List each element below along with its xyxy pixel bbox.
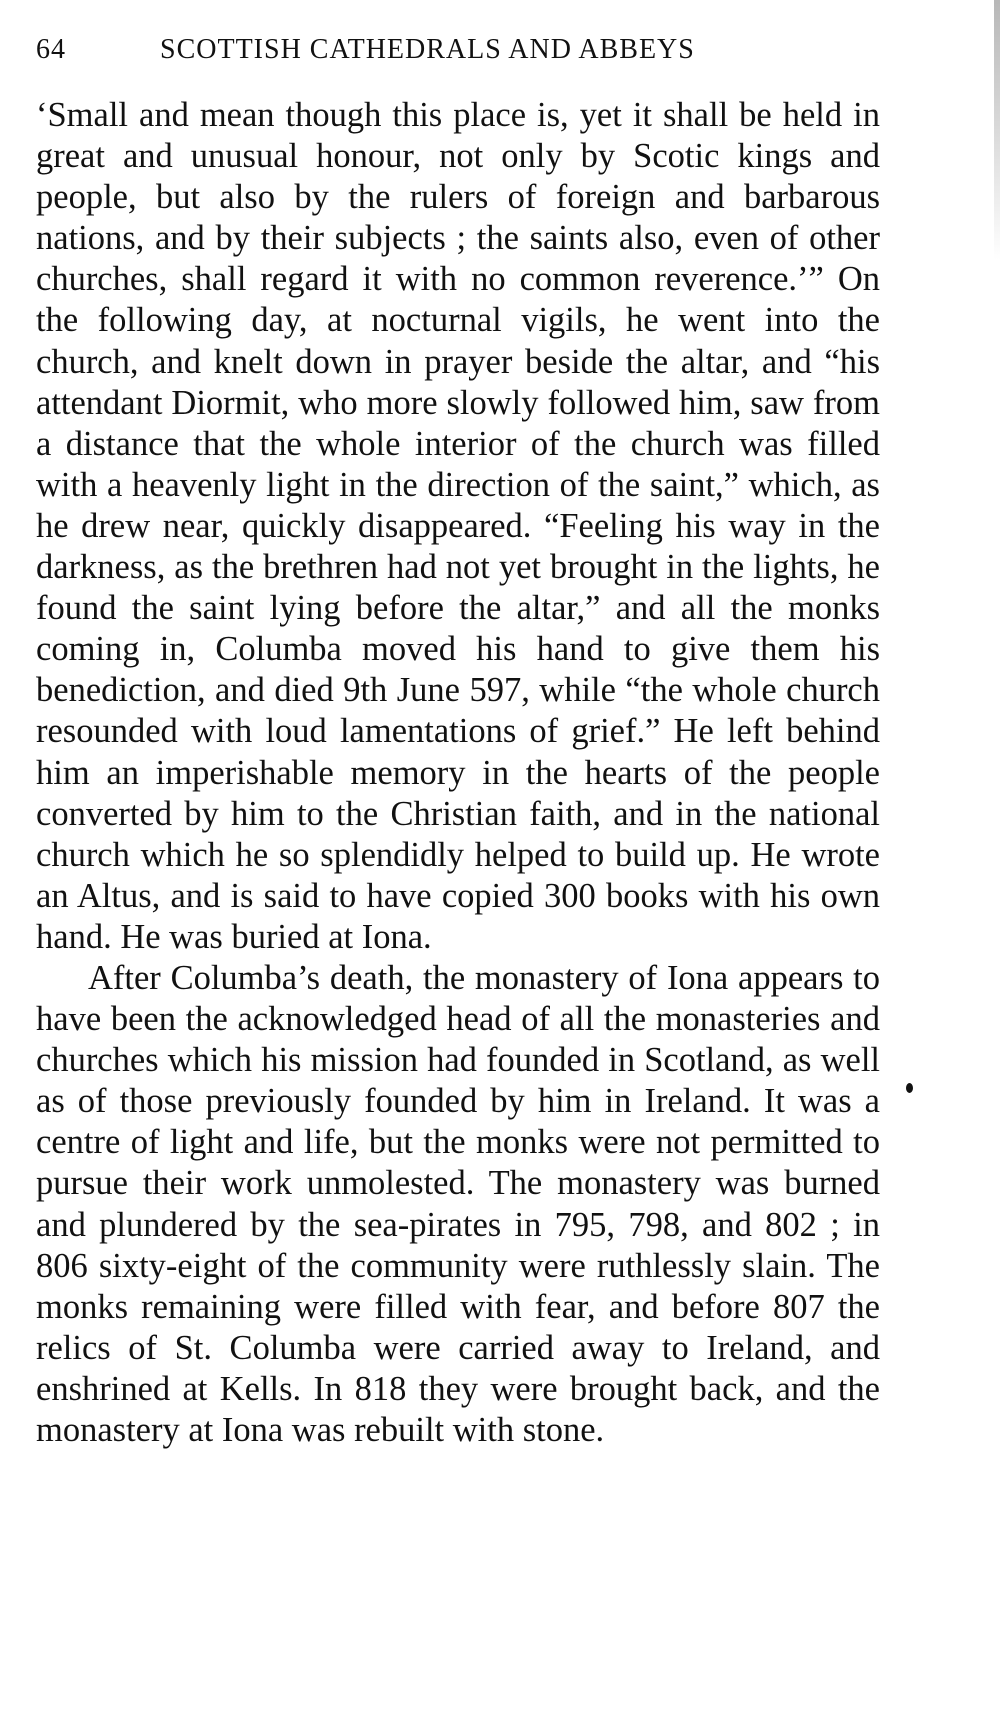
body-text xyxy=(36,95,880,1451)
paragraph-1: ‘Small and mean though this place is, yet it shall be held in great and unusual honour, not only by Scotic kings and people, but also by the rulers of foreign and barbarous nations, and by their subjects ; the saints also, even of other churches, shall regard it with no common reverence.’” On the following day, at nocturnal vigils, he went into the church, and knelt down in prayer beside the altar, and “his attendant Diormit, who more slowly followed him, saw from a distance that the whole interior of the church was filled with a heavenly light in the direction of the saint,” which, as he drew near, quickly disappeared. “Feeling his way in the darkness, as the brethren had not yet brought in the lights, he found the saint lying before the altar,” and all the monks coming in, Columba moved his hand to give them his benediction, and died 9th June 597, while “the whole church resounded with loud lamentations of grief.” He left behind him an imperishable memory in the hearts of the people converted by him to the Christian faith, and in the national church which he so splendidly helped to build up. He wrote an Altus, and is said to have copied 300 books with his own hand. He was buried at Iona. xyxy=(36,96,880,956)
page-binding-edge xyxy=(994,0,1000,260)
margin-ink-dot xyxy=(906,1083,913,1093)
paragraph-2: After Columba’s death, the monastery of Iona appears to have been the acknowledged head of all the monasteries and churches which his mission had founded in Scotland, as well as of those previously founded by him in Ireland. It was a centre of light and life, but the monks were not permitted to pursue their work unmolested. The monastery was burned and plundered by the sea-pirates in 795, 798, and 802 ; in 806 sixty-eight of the community were ruthlessly slain. The monks remaining were filled with fear, and before 807 the relics of St. Columba were carried away to Ireland, and enshrined at Kells. In 818 they were brought back, and the monastery at Iona was rebuilt with stone. xyxy=(36,958,880,1449)
page-number: 64 xyxy=(36,34,66,65)
running-head xyxy=(36,30,856,70)
running-title: SCOTTISH CATHEDRALS AND ABBEYS xyxy=(160,34,695,65)
